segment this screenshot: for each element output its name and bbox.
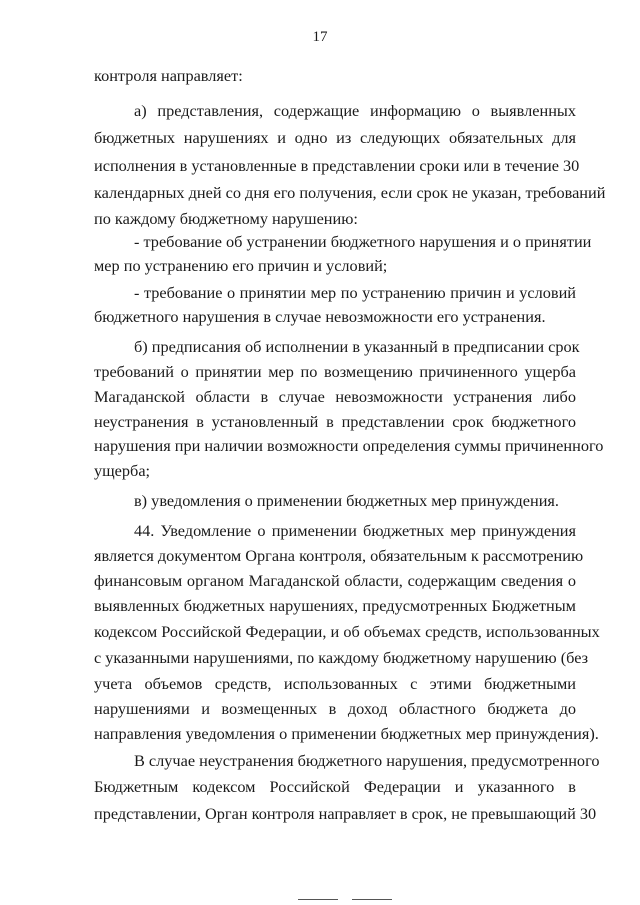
text-line: бюджетных нарушениях и одно из следующих обязательных для [94, 128, 576, 147]
text-line: нарушения при наличии возможности определения суммы причиненного [94, 436, 604, 455]
text-line: выявленных бюджетных нарушениях, предусмотренных Бюджетным [94, 596, 576, 615]
text-line: является документом Органа контроля, обязательным к рассмотрению [94, 546, 584, 565]
text-line: по каждому бюджетному нарушению: [94, 209, 358, 228]
text-line: календарных дней со дня его получения, если срок не указан, требований [94, 183, 606, 202]
text-line: мер по устранению его причин и условий; [94, 256, 388, 275]
text-line: исполнения в установленные в представлении сроки или в течение 30 [94, 156, 580, 175]
text-line: представлении, Орган контроля направляет в срок, не превышающий 30 [94, 804, 597, 823]
text-line: учета объемов средств, использованных с этими бюджетными [94, 674, 576, 693]
text-line: - требование о принятии мер по устранению причин и условий [134, 283, 576, 302]
text-line: 44. Уведомление о применении бюджетных мер принуждения [134, 521, 576, 540]
text-line: с указанными нарушениями, по каждому бюджетному нарушению (без [94, 648, 589, 667]
text-line: неустранения в установленный в представлении срок бюджетного [94, 412, 576, 431]
text-line: а) представления, содержащие информацию о выявленных [134, 101, 576, 120]
text-line: требований о принятии мер по возмещению причиненного ущерба [94, 362, 576, 381]
text-line: б) предписания об исполнении в указанный в предписании срок [134, 337, 580, 356]
text-line: контроля направляет: [94, 66, 243, 85]
page-number: 17 [312, 29, 328, 45]
footer-rule-right [352, 899, 392, 900]
text-line: Магаданской области в случае невозможности устранения либо [94, 387, 576, 406]
text-line: ущерба; [94, 461, 151, 480]
text-line: финансовым органом Магаданской области, содержащим сведения о [94, 571, 576, 590]
text-line: нарушениями и возмещенных в доход областного бюджета до [94, 699, 576, 718]
text-line: направления уведомления о применении бюджетных мер принуждения). [94, 724, 599, 743]
text-line: в) уведомления о применении бюджетных мер принуждения. [134, 491, 559, 510]
text-line: - требование об устранении бюджетного нарушения и о принятии [134, 232, 592, 251]
text-line: бюджетного нарушения в случае невозможности его устранения. [94, 307, 546, 326]
text-line: В случае неустранения бюджетного нарушения, предусмотренного [134, 751, 600, 770]
text-line: кодексом Российской Федерации, и об объемах средств, использованных [94, 622, 600, 641]
footer-rule-left [298, 899, 338, 900]
text-line: Бюджетным кодексом Российской Федерации и указанного в [94, 777, 576, 796]
